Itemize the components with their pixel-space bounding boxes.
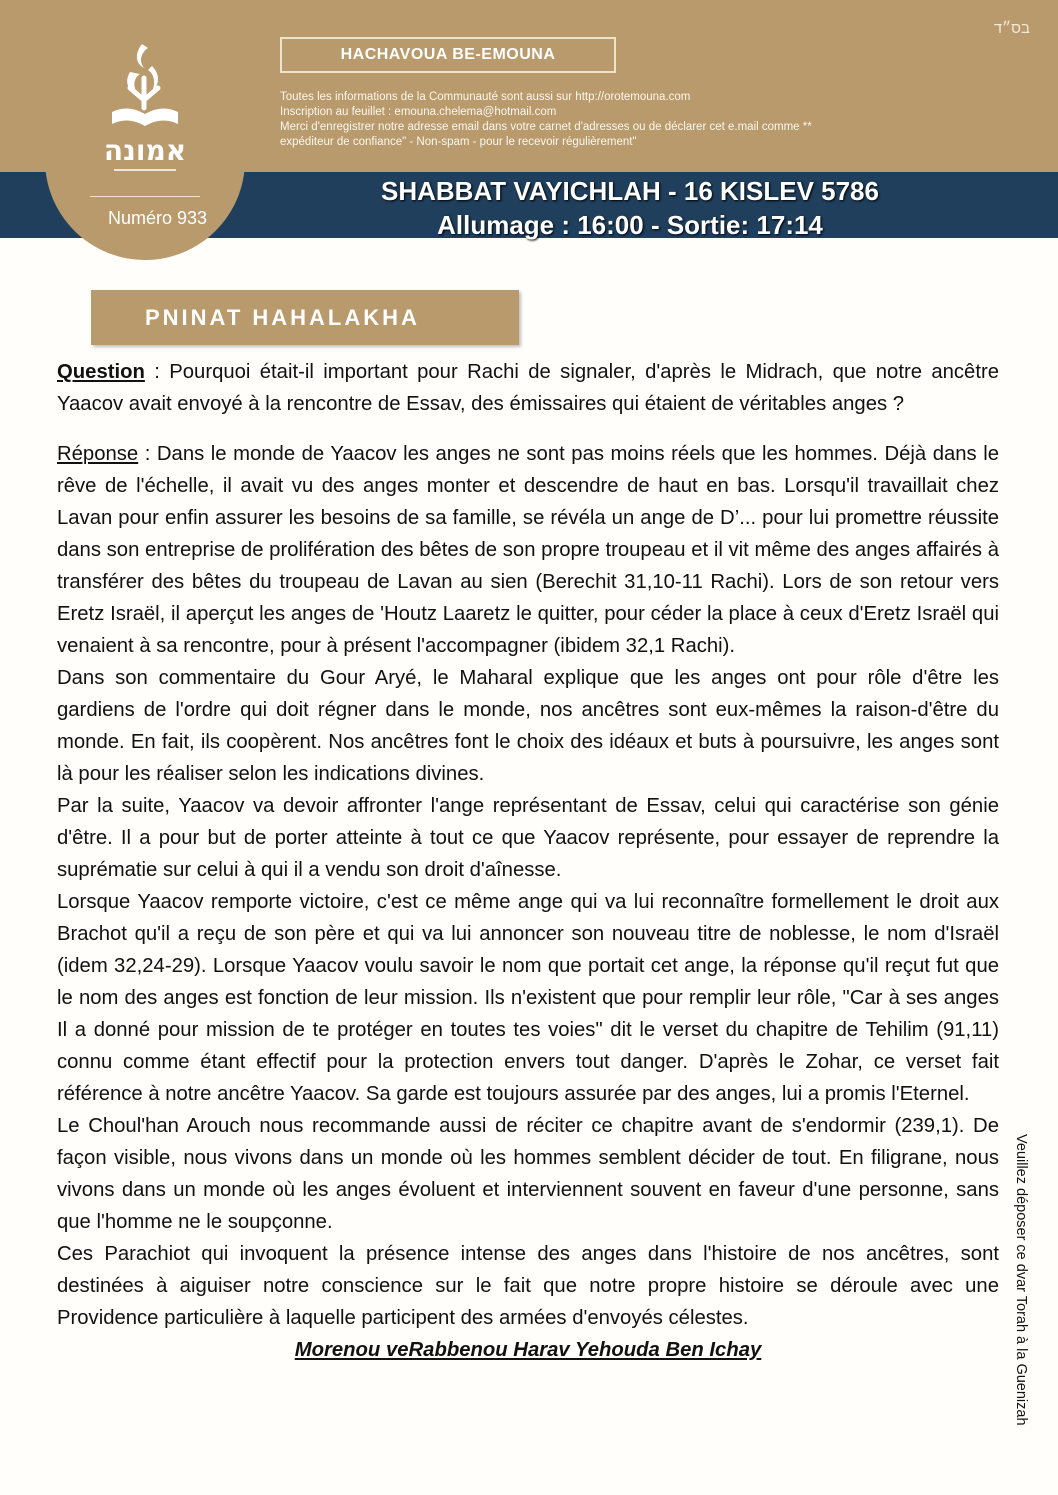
- question-paragraph: [57, 356, 999, 420]
- author-signature: Morenou veRabbenou Harav Yehouda Ben Ichay: [294, 1339, 762, 1361]
- hebrew-mark: בס״ד: [993, 20, 1030, 37]
- logo-divider: [90, 196, 200, 197]
- answer-text: : Dans le monde de Yaacov les anges ne sont pas moins réels que les hommes. Déjà dans le rêve de l'échelle, il avait vu des anges monter et descendre de haut en bas. Lorsqu'il travaillait chez Lavan pour enfin assurer les besoins de sa famille, se révéla un ange de D’... pour lui promettre réussite dans son entreprise de prolifération des bêtes de son propre troupeau et il vit même des anges affairés à transférer des bêtes du troupeau de Lavan au sien (Berechit 31,10-11 Rachi). Lors de son retour vers Eretz Israël, il aperçut les anges de 'Houtz Laaretz le quitter, pour céder la place à ceux d'Eretz Israël qui venaient à sa rencontre, pour à présent l'accompagner (ibidem 32,1 Rachi).: [57, 443, 999, 657]
- info-line-notice-1: Merci d'enregistrer notre adresse email dans votre carnet d'adresses ou de déclarer cet e.mail comme **: [280, 121, 812, 133]
- info-line-website: Toutes les informations de la Communauté sont aussi sur http://orotemouna.com: [280, 91, 691, 103]
- question-label: Question: [57, 361, 145, 383]
- answer-paragraph: [57, 438, 999, 662]
- answer-paragraph-6: Ces Parachiot qui invoquent la présence intense des anges dans l'histoire de nos ancêtres, sont destinées à aiguiser notre conscience sur le fait que notre propre histoire se déroule avec une Providence particulière à laquelle participent des armées d'envoyés célestes.: [57, 1243, 999, 1329]
- article-body: [57, 356, 999, 1366]
- candle-times: Allumage : 16:00 - Sortie: 17:14: [437, 210, 823, 240]
- answer-paragraph-4: Lorsque Yaacov remporte victoire, c'est ce même ange qui va lui reconnaître formellement le droit aux Brachot qu'il a reçu de son père et qui va lui annoncer son nouveau titre de noblesse, le nom d'Israël (idem 32,24-29). Lorsque Yaacov voulu savoir le nom que portait cet ange, la réponse qu'il reçut fut que le nom des anges est fonction de leur mission. Ils n'existent que pour remplir leur rôle, "Car à ses anges Il a donné pour mission de te protéger en toutes tes voies" dit le verset du chapitre de Tehilim (91,11) connu comme étant effectif pour la protection envers tout danger. D'après le Zohar, ce verset fait référence à notre ancêtre Yaacov. Sa garde est toujours assurée par des anges, lui a promis l'Eternel.: [57, 891, 999, 1105]
- info-line-email: Inscription au feuillet : emouna.chelema@hotmail.com: [280, 106, 557, 118]
- question-text: : Pourquoi était-il important pour Rachi de signaler, d'après le Midrach, que notre ancêtre Yaacov avait envoyé à la rencontre de Essav, des émissaires qui étaient de véritables anges ?: [57, 361, 999, 415]
- issue-number: Numéro 933: [107, 208, 208, 228]
- answer-paragraph-2: Dans son commentaire du Gour Aryé, le Maharal explique que les anges ont pour rôle d'être les gardiens de l'ordre qui doit régner dans le monde, nos ancêtres sont eux-mêmes la raison-d'être du monde. En fait, ils coopèrent. Nos ancêtres font le choix des idéaux et buts à poursuivre, les anges sont là pour les réaliser selon les indications divines.: [57, 667, 999, 785]
- answer-paragraph-3: Par la suite, Yaacov va devoir affronter l'ange représentant de Essav, celui qui caractérise son génie d'être. Il a pour but de porter atteinte à tout ce que Yaacov représente, pour essayer de reprendre la suprématie sur celui à qui il a vendu son droit d'aînesse.: [57, 795, 999, 881]
- brand-title: HACHAVOUA BE-EMOUNA: [280, 37, 616, 73]
- answer-label: Réponse: [57, 443, 139, 465]
- section-title: PNINAT HAHALAKHA: [91, 290, 519, 345]
- logo-hebrew-text: אמונה: [103, 134, 187, 167]
- shabbat-title: SHABBAT VAYICHLAH - 16 KISLEV 5786: [381, 176, 879, 206]
- info-block: [280, 90, 980, 150]
- guenizah-note: Veuillez déposer ce dvar Torah à la Guenizah: [1013, 1134, 1029, 1426]
- shabbat-info: [340, 174, 920, 242]
- answer-paragraph-5: Le Choul'han Arouch nous recommande aussi de réciter ce chapitre avant de s'endormir (239,1). De façon visible, nous vivons dans un monde où les hommes semblent décider de tout. En filigrane, nous vivons dans un monde où les anges évoluent et interviennent souvent en faveur d'une personne, sans que l'homme ne le soupçonne.: [57, 1115, 999, 1233]
- info-line-notice-2: expéditeur de confiance" - Non-spam - pour le recevoir régulièrement": [280, 136, 637, 148]
- emouna-logo-icon: [100, 38, 190, 188]
